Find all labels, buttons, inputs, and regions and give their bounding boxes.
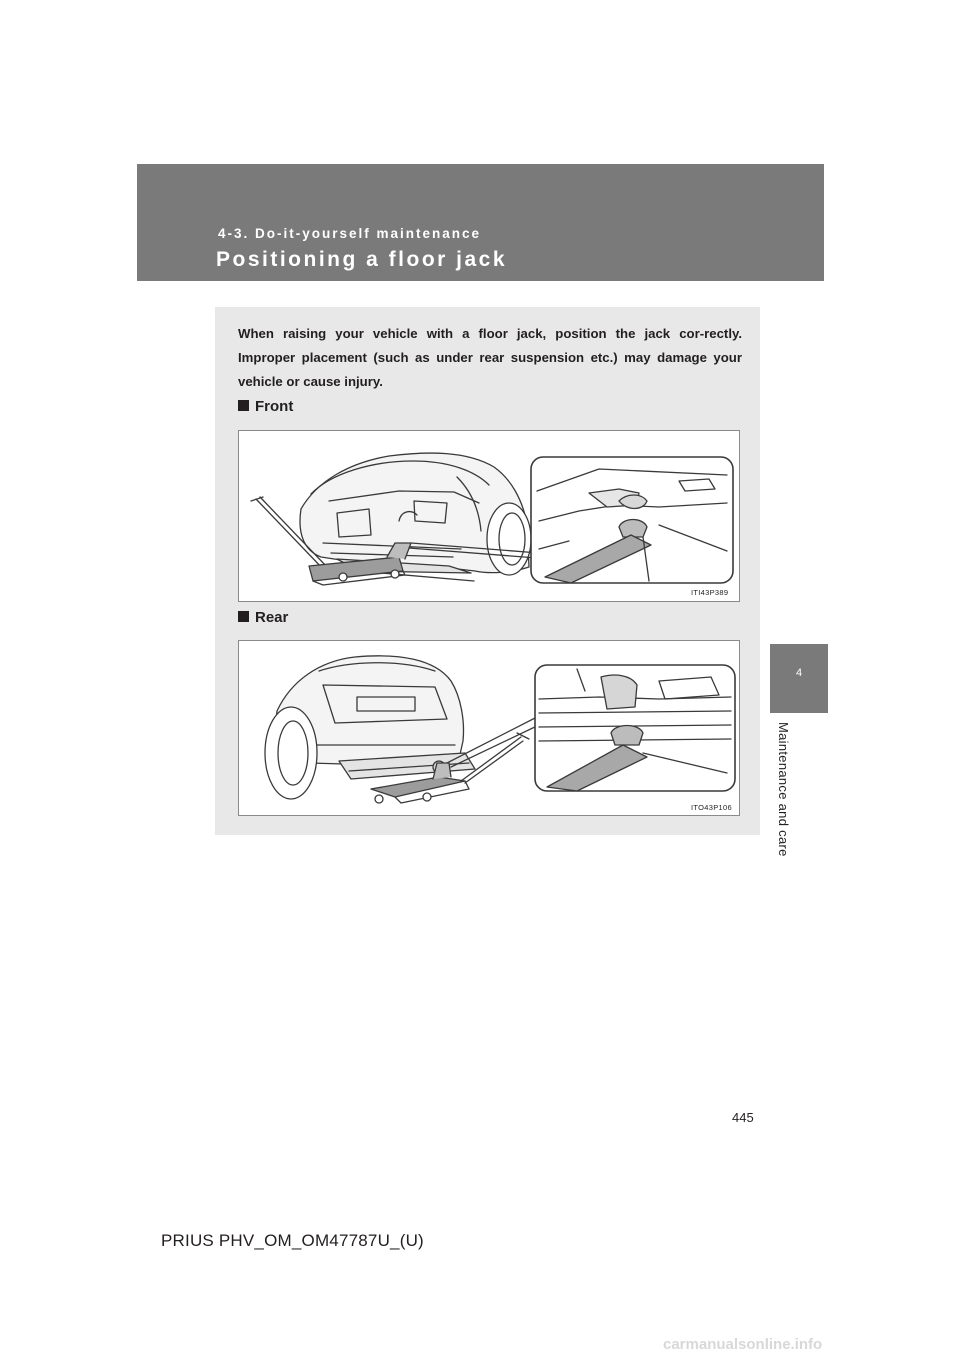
front-jack-drawing <box>239 431 739 601</box>
front-figure-code: ITI43P389 <box>691 588 729 597</box>
intro-paragraph: When raising your vehicle with a floor jack, position the jack cor-rectly. Improper placement (such as under rear suspension etc.) may damage your vehicle or cause injury. <box>238 326 742 389</box>
watermark: carmanualsonline.info <box>663 1336 823 1353</box>
rear-jack-drawing <box>239 641 739 815</box>
page-title: Positioning a floor jack <box>216 248 508 271</box>
document-id: PRIUS PHV_OM_OM47787U_(U) <box>161 1231 424 1250</box>
front-heading <box>238 398 293 415</box>
square-bullet-icon <box>238 611 249 622</box>
square-bullet-icon <box>238 400 249 411</box>
rear-figure-code: ITO43P106 <box>691 803 732 812</box>
front-jack-illustration <box>238 430 740 602</box>
chapter-tab-label: Maintenance and care <box>776 722 791 857</box>
rear-heading-text: Rear <box>255 609 289 626</box>
section-label: 4-3. Do-it-yourself maintenance <box>218 226 482 241</box>
rear-jack-illustration <box>238 640 740 816</box>
page-number: 445 <box>732 1110 754 1125</box>
chapter-tab-number: 4 <box>795 667 803 679</box>
rear-heading <box>238 609 288 626</box>
front-heading-text: Front <box>255 398 294 415</box>
